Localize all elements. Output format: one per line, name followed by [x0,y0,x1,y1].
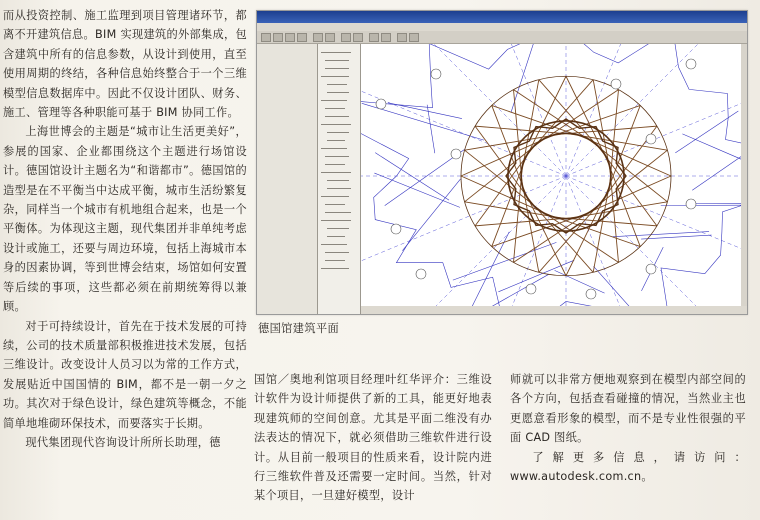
vertical-scrollbar [741,44,747,306]
cad-tool-palette [257,44,318,314]
cad-window-titlebar [257,11,747,23]
toolbar-button [341,33,351,42]
toolbar-button [313,33,323,42]
toolbar-button [261,33,271,42]
toolbar-button [285,33,295,42]
toolbar-button [409,33,419,42]
paragraph-manager-comment: 国馆／奥地利馆项目经理叶红华评介：三维设计软件为设计师提供了新的工具，能更好地表现建筑师的空间创意。尤其是平面二维没有办法表达的情况下，就必须借助三维软件进行设计。从目前一般项目的性质来看，设计院内进行三维软件普及还需要一定时间。当然，针对某个项目，一旦建好模型，设计 [254,373,492,503]
paragraph-sustainable-design: 对于可持续设计，首先在于技术发展的可持续，公司的技术质量部积极推进技术发展，包括三维设计。改变设计人员习以为常的工作方式，发展贴近中国国情的 BIM，都不是一朝一夕之功。其次对于绿色设计，绿色建筑等概念，不能简单地堆砌环保技术，而要落实于长期。 [3,319,247,430]
paragraph-expo-theme: 上海世博会的主题是“城市让生活更美好”，参展的国家、企业都围绕这个主题进行场馆设计。德国馆设计主题名为“和谐都市”。德国馆的造型是在不平衡当中达成平衡，城市生活纷繁复杂，同样当一个城市有机地组合起来，也是一个平衡体。为体现这主题，现代集团并非单纯考虑设计或施工，还要与周边环境，包括上海城市本身的因素协调，等到世博会结束，场馆如何安置等后续的事项，这些都必须在前期统筹得以兼顾。 [3,125,247,314]
toolbar-button [273,33,283,42]
cad-status-bar [361,306,747,314]
cad-screenshot-figure [256,10,748,315]
toolbar-button [369,33,379,42]
paragraph-more-info: 了解更多信息，请访问：www.autodesk.com.cn。 [510,450,746,484]
toolbar-button [353,33,363,42]
floor-plan-drawing [361,44,741,306]
toolbar-button [381,33,391,42]
middle-text-column [254,370,492,506]
paragraph-model-benefits: 师就可以非常方便地观察到在模型内部空间的各个方向，包括查看碰撞的情况，当然业主也更愿意看形象的模型，而不是专业性很强的平面 CAD 图纸。 [510,373,746,445]
toolbar-button [297,33,307,42]
right-text-column [510,370,746,486]
cad-toolbar [257,31,747,44]
cad-menu-bar [257,23,747,31]
toolbar-button [397,33,407,42]
figure-caption: 德国馆建筑平面 [258,322,340,335]
left-text-column [3,6,247,452]
toolbar-button [325,33,335,42]
cad-project-browser [318,44,361,314]
paragraph-assistant-intro: 现代集团现代咨询设计所所长助理，德 [25,435,221,449]
paragraph-bim-integration: 而从投资控制、施工监理到项目管理诸环节，都离不开建筑信息。BIM 实现建筑的外部集成，包含建筑中所有的信息参数，从设计到使用，直至使用周期的终结，各种信息始终整合于一个三维模型信息数据库中。因此不仅设计团队、财务、施工、管理等各种职能可基于 BIM 协同工作。 [3,9,247,120]
